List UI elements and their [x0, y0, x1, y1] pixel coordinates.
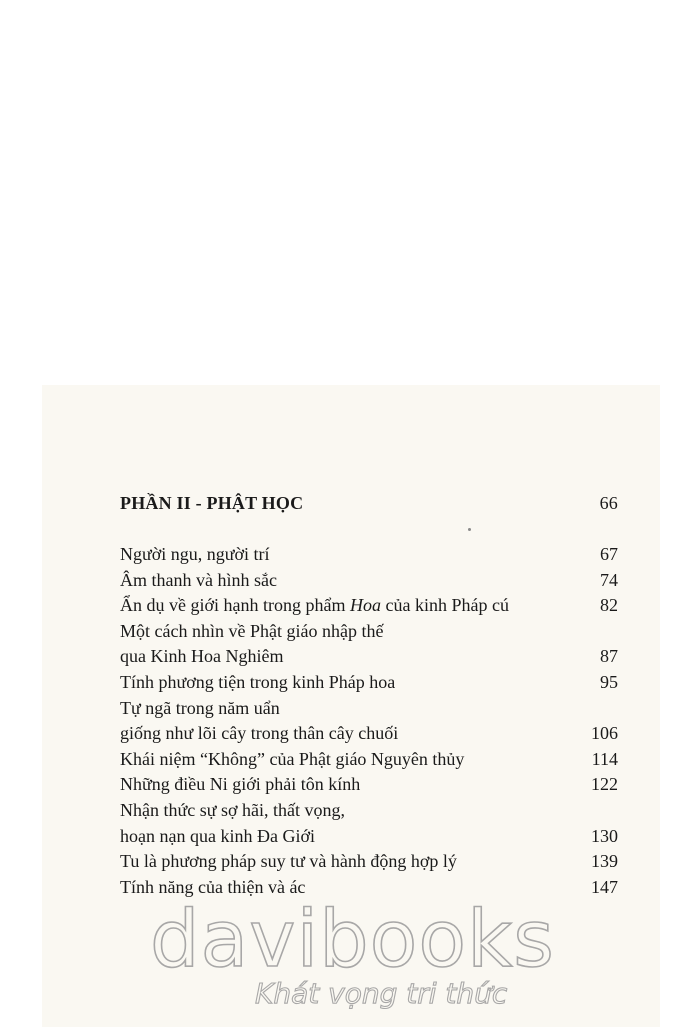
toc-entry: [120, 798, 620, 824]
toc-entry-page: 147: [591, 876, 618, 897]
watermark: [150, 895, 570, 1015]
toc-entry-title: Tự ngã trong năm uẩn: [120, 697, 280, 718]
toc-entry-title: Người ngu, người trí: [120, 544, 270, 564]
toc-entry: [120, 644, 620, 670]
toc-entry-page: 95: [600, 671, 618, 692]
toc-entry-title: Tính năng của thiện và ác: [120, 876, 306, 897]
watermark-brand: davibooks: [150, 895, 555, 985]
toc-entry-title: qua Kinh Hoa Nghiêm: [120, 646, 284, 667]
toc-entry-page: 122: [591, 774, 618, 795]
toc-entry-page: 114: [591, 748, 618, 769]
toc-entry-title: Nhận thức sự sợ hãi, thất vọng,: [120, 799, 345, 820]
toc-entry: [120, 568, 620, 594]
watermark-slogan: Khát vọng tri thức: [255, 977, 508, 1010]
toc-entry: [120, 696, 620, 722]
toc-entry: [120, 619, 620, 645]
section-page-number: 66: [599, 493, 618, 513]
toc-entry-title-part: của kinh Pháp cú: [380, 595, 509, 616]
toc-entry-page: 67: [600, 544, 618, 564]
toc-entry: [120, 721, 620, 747]
toc-entry-title: giống như lõi cây trong thân cây chuối: [120, 723, 399, 744]
toc-entry-page: 106: [591, 723, 618, 744]
toc-entry-title-part: Ẩn dụ về giới hạnh trong phẩm: [120, 595, 350, 616]
toc-entry: [120, 824, 620, 850]
toc-entry-page: 87: [600, 646, 618, 667]
toc-entry-title: Một cách nhìn về Phật giáo nhập thế: [120, 620, 384, 641]
toc-entry: [120, 542, 620, 568]
toc-entry-title: hoạn nạn qua kinh Đa Giới: [120, 825, 315, 846]
toc-entry-title: Tu là phương pháp suy tư và hành động hợp lý: [120, 851, 457, 872]
toc-entry-title: Tính phương tiện trong kinh Pháp hoa: [120, 671, 396, 692]
toc-entry-title: Khái niệm “Không” của Phật giáo Nguyên thủy: [120, 748, 465, 769]
toc-entry-page: 130: [591, 825, 618, 846]
toc-entry-title: Những điều Ni giới phải tôn kính: [120, 774, 361, 795]
toc-entry-title: [120, 593, 509, 619]
speck: [468, 528, 471, 531]
table-of-contents: [120, 542, 620, 900]
toc-entry: [120, 747, 620, 773]
toc-entry-page: 82: [600, 595, 618, 616]
toc-entry-title: Âm thanh và hình sắc: [120, 569, 277, 590]
toc-entry-page: 139: [591, 851, 618, 872]
toc-entry: [120, 772, 620, 798]
toc-entry-title-italic: Hoa: [349, 595, 381, 616]
section-title: PHẦN II - PHẬT HỌC: [120, 493, 304, 513]
toc-entry: [120, 670, 620, 696]
toc-entry: [120, 593, 620, 619]
section-heading: [120, 488, 620, 518]
toc-entry: [120, 849, 620, 875]
toc-entry-page: 74: [600, 569, 618, 590]
